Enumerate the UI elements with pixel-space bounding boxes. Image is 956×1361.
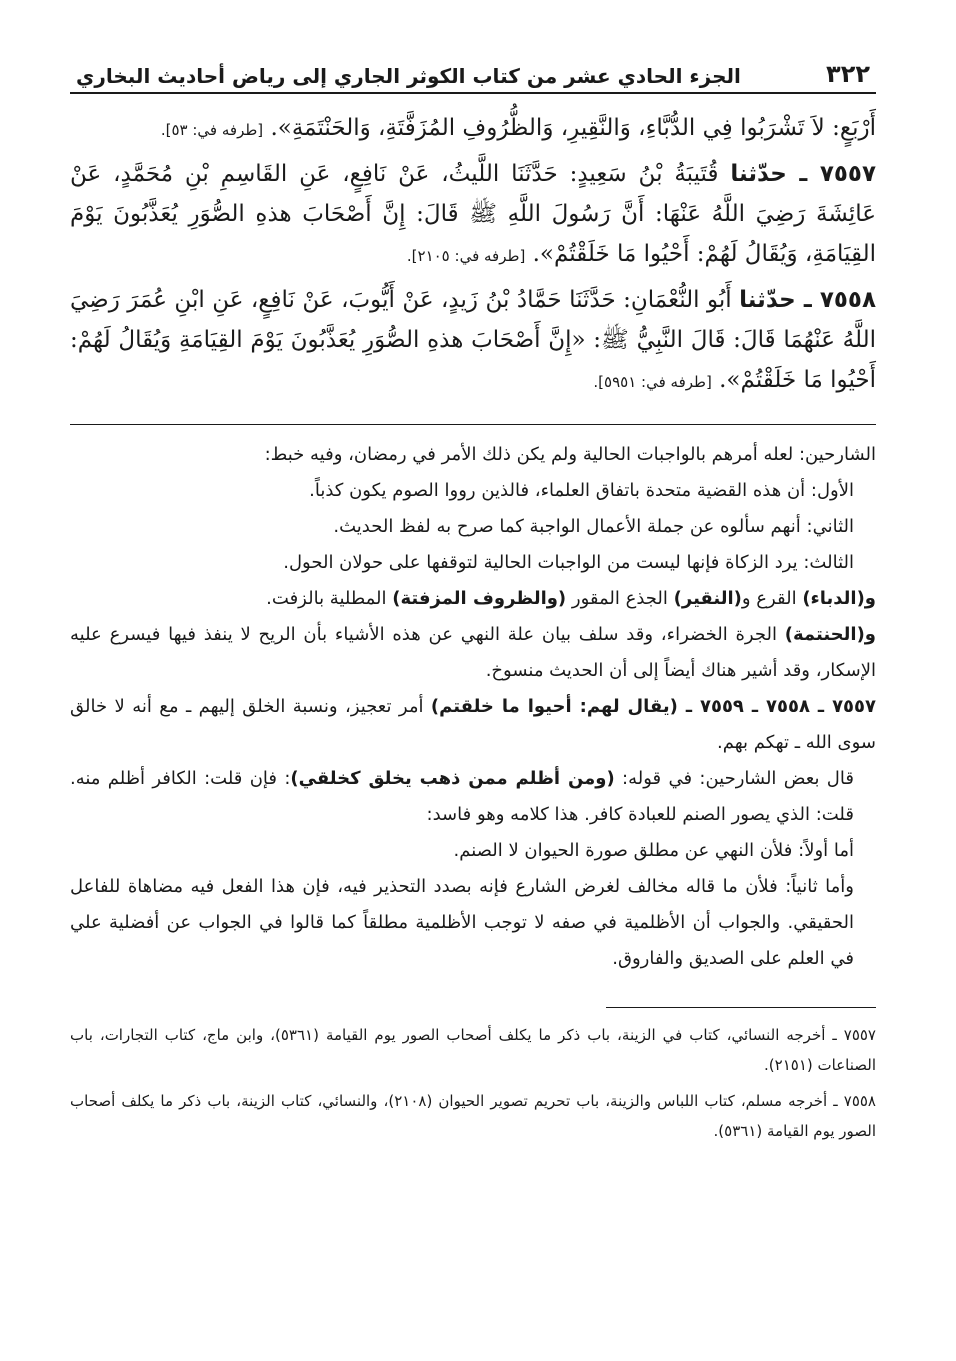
hadith-text: أَبُو النُّعْمَانِ: حَدَّثَنَا حَمَّادُ بْنُ زَيدٍ، عَنْ أَيُّوبَ، عَنْ نَافِعٍ، عَنِ ابْنِ عُمَرَ رَضِيَ اللَّهُ عَنْهُمَا قَالَ: قَالَ النَّبِيُّ ﷺ: «إِنَّ أَصْحَابَ هذهِ الصُّوَرِ يُعَذَّبُونَ يَوْمَ القِيَامَةِ وَيُقَالُ لَهُمْ: أَحْيُوا مَا خَلَقْتُمْ». [70,287,876,393]
definition-text: القرع و [741,588,797,609]
footnote-divider [606,1007,876,1008]
page-number: ٣٢٢ [826,60,870,88]
hadith-continuation [70,108,876,150]
footnote: ٧٥٥٨ ـ أخرجه مسلم، كتاب اللباس والزينة، باب تحريم تصوير الحيوان (٢١٠٨)، والنسائي، كتاب الزينة، باب ذكر ما يكلف أصحاب الصور يوم القيامة (٥٣٦١). [70,1092,876,1140]
commentary-paragraph [70,581,876,617]
hadith-text: قُتَيبَةُ بْنُ سَعِيدٍ: حَدَّثَنَا اللَّيثُ، عَنْ نَافِعٍ، عَنِ القَاسِمِ بْنِ مُحَمَّدٍ، عَنْ عَائِشَةَ رَضِيَ اللَّهُ عَنْهَا: أَنَّ رَسُولَ اللَّهِ ﷺ قَالَ: إِنَّ أَصْحَابَ هذهِ الصُّوَرِ يُعَذَّبُونَ يَوْمَ القِيَامَةِ، وَيُقَالُ لَهُمْ: أَحْيُوا مَا خَلَقْتُمْ». [70,161,876,267]
commentary-paragraph: وأما ثانياً: فلأن ما قاله مخالف لغرض الشارع فإنه بصدد التحذير فيه، فإن هذا الفعل فيه مضاهاة للفاعل الحقيقي. والجواب أن الأظلمية في صفه لا توجب الأظلمية مطلقاً كما قالوا في الجواب عن أفضلية علي في العلم على الصديق والفاروق. [70,876,854,969]
page-header [70,52,876,94]
hadith-7557 [70,154,876,276]
commentary-paragraph: الشارحين: لعله أمرهم بالواجبات الحالية ولم يكن ذلك الأمر في رمضان، وفيه خبط: [264,444,876,465]
commentary-paragraph [70,617,876,689]
commentary-paragraph: الثاني: أنهم سألوه عن جملة الأعمال الواجبة كما صرح به لفظ الحديث. [333,516,854,537]
cross-reference: [طرفه في: ٥٣]. [160,121,264,139]
hadith-number: ٧٥٥٧ ـ حدّثنا [730,161,876,187]
book-page [70,52,876,1352]
hadith-number: ٧٥٥٨ ـ حدّثنا [739,287,877,313]
commentary-section [70,437,876,977]
definition-text: المطلية بالزفت. [266,588,387,609]
commentary-paragraph: أما أولاً: فلأن النهي عن مطلق صورة الحيوان لا الصنم. [453,840,854,861]
running-title: الجزء الحادي عشر من كتاب الكوثر الجاري إلى رياض أحاديث البخاري [76,64,741,88]
commentary-paragraph: الثالث: يرد الزكاة فإنها ليست من الواجبات الحالية لتوقفها على حولان الحول. [283,552,854,573]
quoted-phrase: (ومن أظلم ممن ذهب يخلق كخلقي) [290,768,615,789]
commentary-text: قال بعض الشارحين: في قوله: [622,768,854,789]
footnote: ٧٥٥٧ ـ أخرجه النسائي، كتاب في الزينة، باب ذكر ما يكلف أصحاب الصور يوم القيامة (٥٣٦١)، وابن ماج، كتاب التجارات، باب الصناعات (٢١٥١). [70,1026,876,1074]
commentary-paragraph [70,761,876,833]
defined-term: (النقير) [673,588,742,609]
defined-term: و(الدباء) [802,588,876,609]
footnotes-section [70,1020,876,1146]
commentary-heading: ٧٥٥٧ ـ ٧٥٥٨ ـ ٧٥٥٩ ـ (يقال لهم: أحيوا ما خلقتم) [430,696,877,717]
commentary-text: : فإن قلت: الكافر أظلم منه. قلت: الذي يصور الصنم للعبادة كافر. هذا كلامه وهو فاسد: [70,768,854,825]
cross-reference: [طرفه في: ٢١٠٥]. [406,247,526,265]
section-divider [70,424,876,425]
commentary-paragraph: الأول: أن هذه القضية متحدة باتفاق العلماء، فالذين رووا الصوم يكون كذباً. [309,480,854,501]
definition-text: الجذع المقور [571,588,668,609]
hadith-text: أَرْبَعٍ: لاَ تَشْرَبُوا فِي الدُّبَّاءِ، وَالنَّقِيرِ، وَالظُّرُوفِ المُزَفَّتَةِ، وَالحَنْتَمَةِ». [270,115,876,141]
hadith-section [70,108,876,402]
commentary-text: أمر تعجيز، ونسبة الخلق إليهم ـ مع أنه لا خالق سوى الله ـ تهكم بهم. [70,696,876,753]
commentary-paragraph [70,689,876,761]
defined-term: و(الحنتمة) [784,624,876,645]
hadith-7558 [70,280,876,402]
definition-text: الجرة الخضراء، وقد سلف بيان علة النهي عن هذه الأشياء بأن الريح لا ينفذ فيها فيسرع عليه الإسكار، وقد أشير هناك أيضاً إلى أن الحديث منسوخ. [70,624,876,681]
cross-reference: [طرفه في: ٥٩٥١]. [593,373,712,391]
defined-term: (والظروف المزفتة) [392,588,567,609]
